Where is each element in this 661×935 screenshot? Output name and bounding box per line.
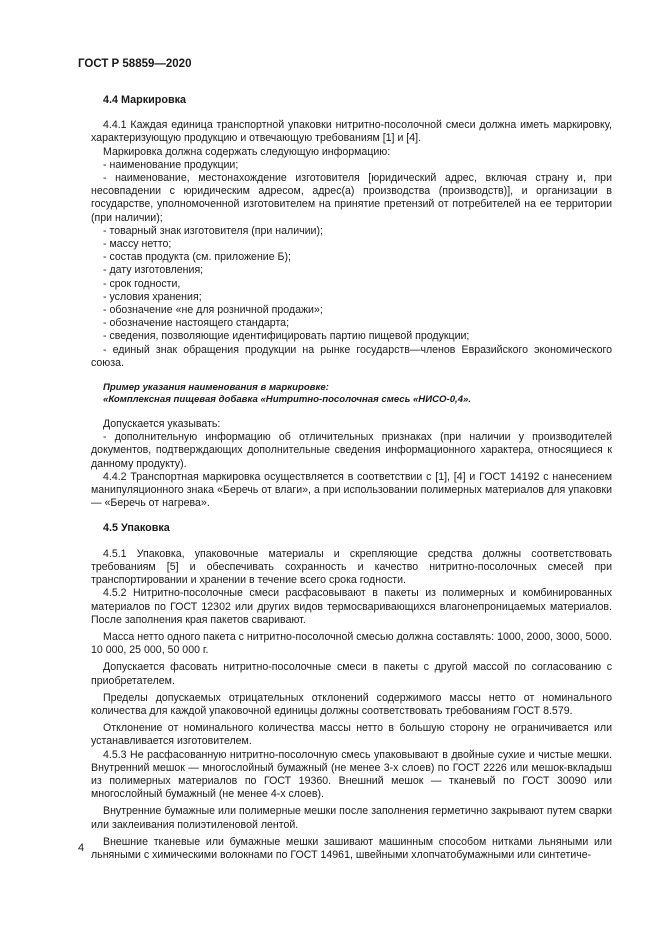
paragraph: Отклонение от номинального количества массы нетто в большую сторону не ограничивается или устанавливается изготовителем. [91, 722, 612, 748]
list-item: - дату изготовления; [103, 264, 204, 277]
list-item: - массу нетто; [103, 238, 172, 251]
section-4-5-title: 4.5 Упаковка [103, 522, 170, 535]
paragraph: Масса нетто одного пакета с нитритно-посолочной смесью должна составлять: 1000, 2000, 3000, 5000. 10 000, 25 000, 50 000 г. [91, 630, 612, 657]
paragraph: 4.5.1 Упаковка, упаковочные материалы и скрепляющие средства должны соответствовать требованиям [5] и обеспечивать сохранность и качество нитритно-посолочных смесей при транспортировании и хранении в течение всего срока годности. [91, 547, 612, 587]
section-4-4-title: 4.4 Маркировка [103, 94, 187, 106]
list-item: - обозначение настоящего стандарта; [103, 317, 290, 330]
paragraph: Допускается указывать: [103, 418, 221, 431]
example-text: «Комплексная пищевая добавка «Нитритно-посолочная смесь «НИСО-0,4». [103, 394, 472, 406]
list-item: - наименование, местонахождение изготовителя [юридический адрес, включая страну и, при несовпадении с юридическим адресом, адрес(а) производства (производств)], и организации в государстве, уполномоченной изготовителем на принятие претензий от потребителей на ее территории (при наличии); [91, 172, 612, 224]
list-item: - товарный знак изготовителя (при наличии); [103, 224, 323, 237]
paragraph: Допускается фасовать нитритно-посолочные смеси в пакеты с другой массой по согласованию с приобретателем. [91, 661, 612, 687]
paragraph: Внутренние бумажные или полимерные мешки после заполнения герметично закрывают путем сварки или заклеивания полиэтиленовой лентой. [91, 805, 612, 831]
page-number: 4 [78, 842, 85, 854]
list-item: - состав продукта (см. приложение Б); [103, 251, 291, 264]
list-item: - срок годности, [103, 277, 181, 290]
list-item: - условия хранения; [103, 290, 202, 303]
paragraph: - дополнительную информацию об отличительных признаках (при наличии у производителей документов, подтверждающих дополнительные сведения информационного характера, относящиеся к данному продукту). [91, 431, 612, 470]
document-header: ГОСТ Р 58859—2020 [78, 58, 192, 70]
paragraph: 4.5.2 Нитритно-посолочные смеси расфасовывают в пакеты из полимерных и комбинированных материалов по ГОСТ 12302 или других видов термосваривающихся влагонепроницаемых материалов. После заполнения края пакетов сваривают. [91, 587, 612, 626]
list-item: - наименование продукции; [103, 158, 239, 171]
list-item: - сведения, позволяющие идентифицировать партию пищевой продукции; [103, 330, 470, 343]
document-body [91, 94, 612, 862]
paragraph: Маркировка должна содержать следующую информацию: [103, 145, 391, 158]
paragraph: Внешние тканевые или бумажные мешки зашивают машинным способом нитками льняными или льняными с химическими волокнами по ГОСТ 14961, швейными хлопчатобумажными или синтетиче- [91, 835, 612, 861]
list-item: - обозначение «не для розничной продажи»; [103, 304, 323, 317]
paragraph: Пределы допускаемых отрицательных отклонений содержимого массы нетто от номинального количества для каждой упаковочной единицы должны соответствовать требованиям ГОСТ 8.579. [91, 691, 612, 717]
example-heading: Пример указания наименования в маркировке: [103, 382, 329, 394]
paragraph: 4.4.2 Транспортная маркировка осуществляется в соответствии с [1], [4] и ГОСТ 14192 с нанесением манипуляционного знака «Беречь от влаги», а при использовании полимерных материалов для упаковки — «Беречь от нагрева». [91, 470, 612, 510]
list-item: - единый знак обращения продукции на рынке государств—членов Евразийского экономического союза. [91, 343, 612, 369]
paragraph: 4.5.3 Не расфасованную нитритно-посолочную смесь упаковывают в двойные сухие и чистые мешки. Внутренний мешок — многослойный бумажный (не менее 3-х слоев) по ГОСТ 2226 или мешок-вкладыш из полимерных материалов по ГОСТ 19360. Внешний мешок — тканевый по ГОСТ 30090 или многослойный бумажный (не менее 4-х слоев). [91, 748, 612, 801]
paragraph: 4.4.1 Каждая единица транспортной упаковки нитритно-посолочной смеси должна иметь маркировку, характеризующую продукцию и отвечающую требованиям [1] и [4]. [91, 119, 612, 145]
